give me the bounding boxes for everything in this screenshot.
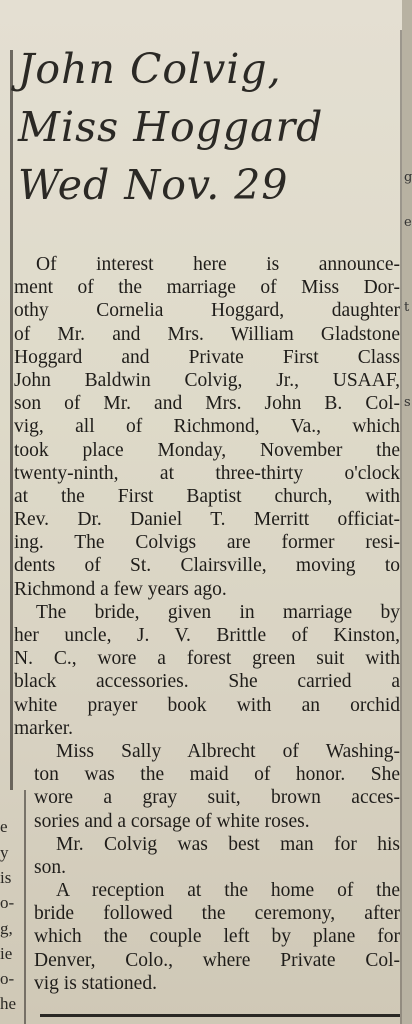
adjacent-column-fragment: o- xyxy=(0,893,15,912)
text-line: marker. xyxy=(14,717,74,739)
text-line: white prayer book with an orchid xyxy=(14,694,400,716)
text-line: Mr. Colvig was best man for his xyxy=(56,833,400,855)
text-line: vig, all of Richmond, Va., which xyxy=(14,416,400,438)
text-line: bride followed the ceremony, after xyxy=(34,903,400,925)
bottom-rule xyxy=(40,1014,400,1017)
text-line: of Mr. and Mrs. William Gladstone xyxy=(14,323,400,345)
text-line: othy Cornelia Hoggard, daughter xyxy=(14,300,400,322)
adjacent-column-fragment: is xyxy=(0,868,12,887)
text-line: Denver, Colo., where Private Col- xyxy=(34,949,400,971)
text-line: ment of the marriage of Miss Dor- xyxy=(14,277,400,299)
right-fragment: s xyxy=(404,395,411,410)
adjacent-column-strip xyxy=(402,0,412,1024)
headline-line: John Colvig, xyxy=(18,45,282,93)
paragraph-5 xyxy=(34,879,400,995)
text-line: her uncle, J. V. Brittle of Kinston, xyxy=(14,625,400,646)
text-line: Of interest here is announce- xyxy=(36,254,400,275)
text-line: A reception at the home of the xyxy=(56,880,400,902)
right-fragment: e xyxy=(404,215,412,230)
text-line: wore a gray suit, brown acces- xyxy=(34,787,400,809)
text-line: son. xyxy=(34,856,66,878)
column-rule-left xyxy=(10,50,13,790)
text-line: sories and a corsage of white roses. xyxy=(34,810,310,832)
text-line: ton was the maid of honor. She xyxy=(34,764,400,786)
paragraph-1 xyxy=(14,253,400,601)
text-line: Rev. Dr. Daniel T. Merritt officiat- xyxy=(14,509,400,531)
text-line: son of Mr. and Mrs. John B. Col- xyxy=(14,393,400,415)
text-line: Hoggard and Private First Class xyxy=(14,346,400,368)
adjacent-column-fragment: g, xyxy=(0,919,13,938)
headline-line: Wed Nov. 29 xyxy=(18,161,289,209)
text-line: black accessories. She carried a xyxy=(14,671,400,693)
text-line: N. C., wore a forest green suit with xyxy=(14,648,400,670)
text-line: twenty-ninth, at three-thirty o'clock xyxy=(14,462,400,484)
paragraph-4 xyxy=(34,833,400,879)
right-fragment: t xyxy=(404,300,410,315)
adjacent-column-fragment: e xyxy=(0,817,8,836)
text-line: The bride, given in marriage by xyxy=(36,601,400,623)
text-line: which the couple left by plane for xyxy=(34,926,400,948)
headline xyxy=(18,40,398,214)
text-line: dents of St. Clairsville, moving to xyxy=(14,555,400,577)
adjacent-column-fragment: he xyxy=(0,994,17,1013)
article-body xyxy=(14,253,400,995)
text-line: at the First Baptist church, with xyxy=(14,485,400,507)
text-line: Miss Sally Albrecht of Washing- xyxy=(56,740,400,762)
paragraph-2 xyxy=(14,601,400,740)
text-line: ing. The Colvigs are former resi- xyxy=(14,532,400,554)
paragraph-3 xyxy=(34,740,400,833)
adjacent-column-fragment: o- xyxy=(0,969,15,988)
text-line: John Baldwin Colvig, Jr., USAAF, xyxy=(14,369,400,391)
adjacent-column-fragment: y xyxy=(0,843,9,862)
text-line: took place Monday, November the xyxy=(14,439,400,461)
adjacent-column-fragment: ie xyxy=(0,944,13,963)
text-line: Richmond a few years ago. xyxy=(14,578,227,600)
text-line: vig is stationed. xyxy=(34,972,157,994)
right-fragment: g xyxy=(404,170,412,185)
headline-line: Miss Hoggard xyxy=(18,103,324,151)
